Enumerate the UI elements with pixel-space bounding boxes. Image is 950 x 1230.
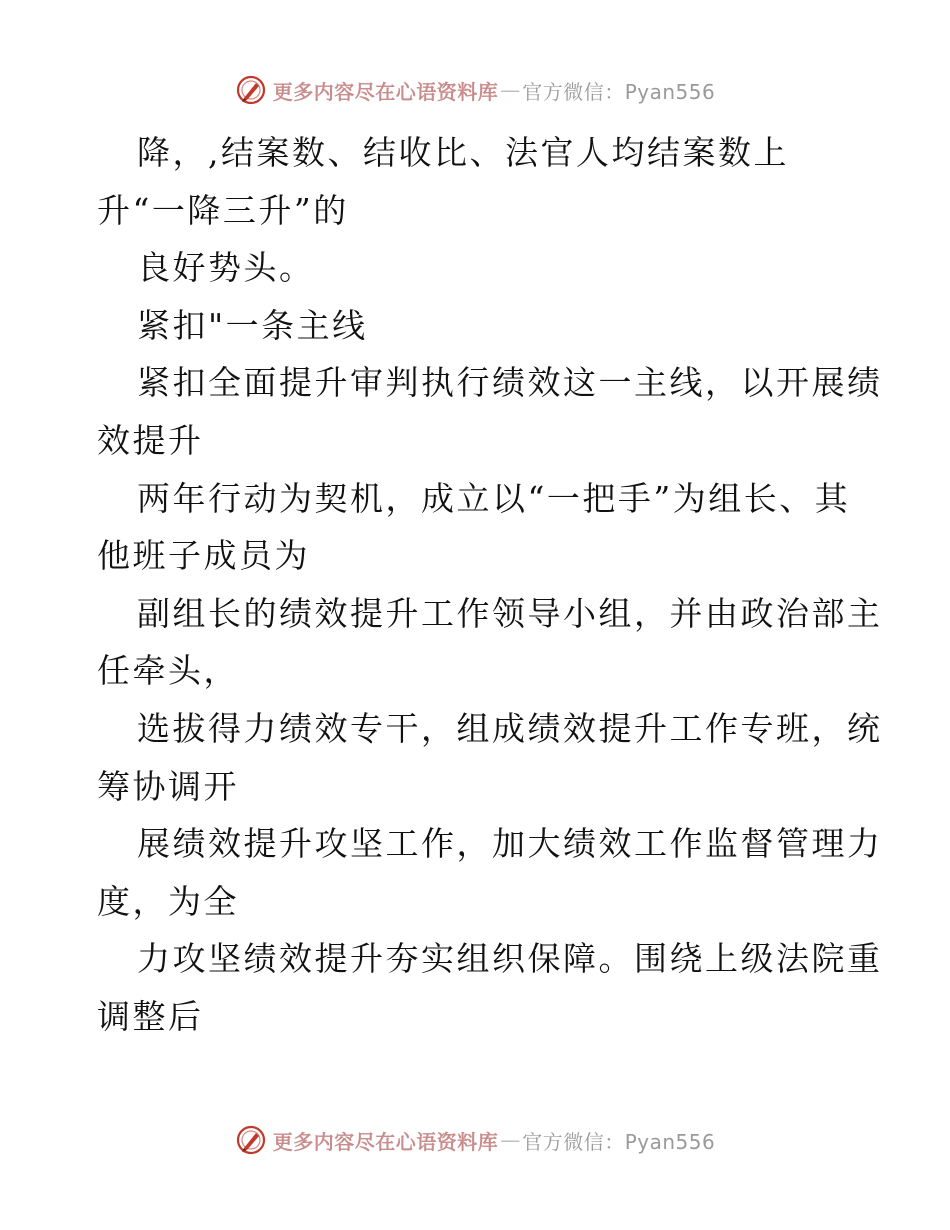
- text-line: 筹协调开: [97, 766, 239, 806]
- text-line: 任牵头，: [97, 651, 239, 691]
- section-heading: 紧扣"一条主线: [137, 305, 368, 345]
- text-line: 调整后: [97, 996, 204, 1036]
- text-line: 良好势头。: [137, 248, 315, 288]
- text-line: 紧扣全面提升审判执行绩效这一主线，以开展绩: [137, 363, 883, 403]
- watermark-dash: —: [500, 78, 521, 102]
- watermark-contact-text: 官方微信：Pyan556: [522, 79, 716, 104]
- text-line: 选拔得力绩效专干，组成绩效提升工作专班，统: [137, 708, 883, 748]
- text-line: 升“一降三升”的: [97, 190, 349, 230]
- watermark-dash: —: [500, 1128, 521, 1152]
- pen-seal-icon: [235, 74, 267, 106]
- text-line: 副组长的绩效提升工作领导小组，并由政治部主: [137, 593, 883, 633]
- pen-seal-icon: [235, 1124, 267, 1156]
- text-line: 他班子成员为: [97, 536, 310, 576]
- text-line: 度，为全: [97, 881, 239, 921]
- header-watermark: [0, 70, 950, 110]
- watermark-contact-text: 官方微信：Pyan556: [522, 1129, 716, 1154]
- watermark-main-text: 更多内容尽在心语资料库: [272, 79, 499, 104]
- text-line: 展绩效提升攻坚工作，加大绩效工作监督管理力: [137, 824, 883, 864]
- text-line: 两年行动为契机，成立以“一把手”为组长、其: [137, 478, 851, 518]
- text-line: 力攻坚绩效提升夯实组织保障。围绕上级法院重: [137, 939, 883, 979]
- watermark-main-text: 更多内容尽在心语资料库: [272, 1129, 499, 1154]
- text-line: 降，,结案数、结收比、法官人均结案数上: [137, 133, 789, 172]
- footer-watermark: [0, 1120, 950, 1160]
- text-line: 效提升: [97, 420, 204, 460]
- document-body: [97, 124, 883, 1046]
